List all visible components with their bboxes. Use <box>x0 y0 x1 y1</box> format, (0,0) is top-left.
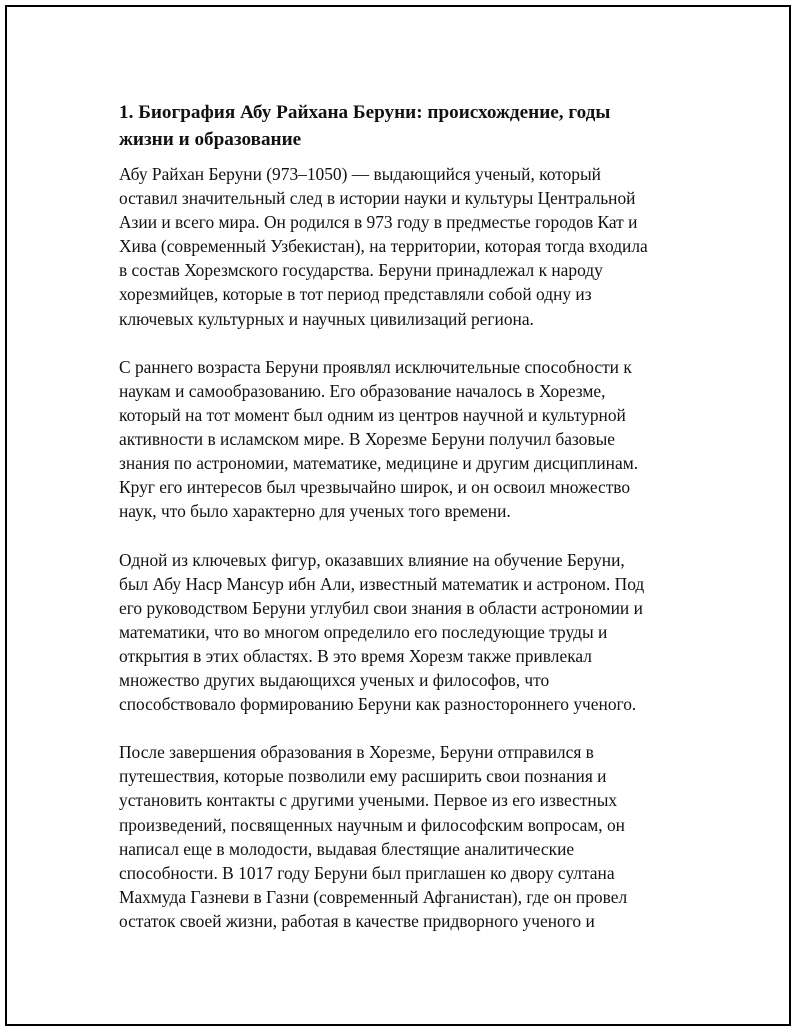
paragraph-1: Абу Райхан Беруни (973–1050) — выдающийся ученый, который оставил значительный след в истории науки и культуры Центральной Азии и всего мира. Он родился в 973 году в предместье городов Кат и Хива (современный Узбекистан), на территории, которая тогда входила в состав Хорезмского государства. Беруни принадлежал к народу хорезмийцев, которые в тот период представляли собой одну из ключевых культурных и научных цивилизаций региона. <box>119 164 648 329</box>
page-frame <box>5 5 791 1026</box>
section-heading: 1. Биография Абу Райхана Беруни: происхождение, годы жизни и образование <box>119 102 611 150</box>
paragraph-4: После завершения образования в Хорезме, Беруни отправился в путешествия, которые позволили ему расширить свои познания и установить контакты с другими учеными. Первое из его известных произведений, посвященных научным и философским вопросам, он написал еще в молодости, выдавая блестящие аналитические способности. В 1017 году Беруни был приглашен ко двору султана Махмуда Газневи в Газни (современный Афганистан), где он провел остаток своей жизни, работая в качестве придворного ученого и <box>119 742 628 931</box>
document-body <box>119 99 699 957</box>
paragraph-3: Одной из ключевых фигур, оказавших влияние на обучение Беруни, был Абу Наср Мансур ибн Али, известный математик и астроном. Под его руководством Беруни углубил свои знания в области астрономии и математики, что во многом определило его последующие труды и открытия в этих областях. В это время Хорезм также привлекал множество других выдающихся ученых и философов, что способствовало формированию Беруни как разностороннего ученого. <box>119 549 645 715</box>
paragraph-2: С раннего возраста Беруни проявлял исключительные способности к наукам и самообразованию. Его образование началось в Хорезме, который на тот момент был одним из центров научной и культурной активности в исламском мире. В Хорезме Беруни получил базовые знания по астрономии, математике, медицине и другим дисциплинам. Круг его интересов был чрезвычайно широк, и он освоил множество наук, что было характерно для ученых того времени. <box>119 356 639 522</box>
